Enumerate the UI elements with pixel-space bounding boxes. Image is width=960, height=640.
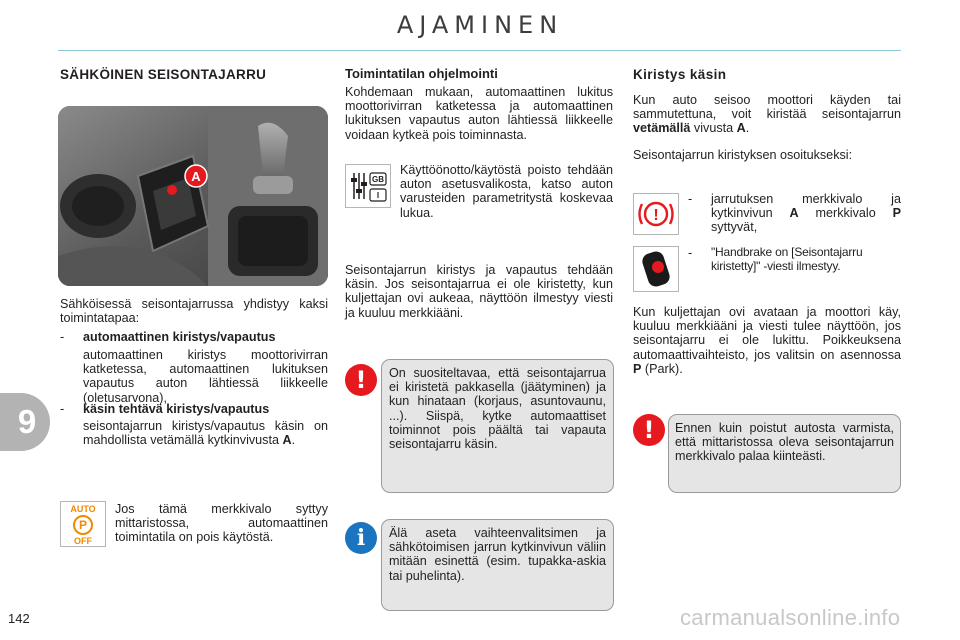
header-divider: [58, 50, 901, 51]
auto-p-off-icon: [60, 501, 106, 547]
i-icon-label: I: [376, 191, 380, 200]
console-illustration: [58, 106, 328, 286]
brake-warning-lamp-icon: [633, 193, 679, 235]
chapter-number: 9: [17, 403, 37, 440]
warning-icon-right: !: [633, 414, 665, 446]
page-number: 142: [8, 611, 30, 626]
photo-label-a: A: [191, 169, 201, 184]
settings-menu-icon: [345, 164, 391, 208]
indication-intro: Seisontajarrun kiristyksen osoitukseksi:: [633, 148, 853, 162]
auto-icon-bottom-label: OFF: [74, 536, 92, 546]
programming-title: Toimintatilan ohjelmointi: [345, 66, 498, 81]
manual-apply-title: Kiristys käsin: [633, 67, 727, 82]
indication-2-text: "Handbrake on [Seisontajarru kiristetty]" -viesti ilmestyy.: [711, 245, 863, 273]
intro-text: Sähköisessä seisontajarrussa yhdistyy kaksi toimintatapaa:: [60, 297, 328, 326]
frost-warning-text: On suositeltavaa, että seisontajarrua ei kiristetä pakkasella (jäätyminen) ja kun hinataan (korjaus, asuntovaunu, ...). Siispä, kytke automaattiset toiminnot pois päältä tai vapauta seisontajarru käsin.: [389, 366, 606, 452]
leave-car-warning-text: Ennen kuin poistut autosta varmista, että mittaristossa oleva seisontajarrun merkkivalo palaa kiinteästi.: [675, 421, 894, 464]
auto-off-note: Jos tämä merkkivalo syttyy mittaristossa, automaattinen toimintatila on pois käytöstä.: [115, 502, 328, 545]
door-open-text: Kun kuljettajan ovi avataan ja moottori käy, kuuluu merkkiääni ja viesti tulee näyttöön, jos seisontajarru ei ole lukittu. Poikkeuksena automaattivaihteisto, jos valitsin on asennossa P (Park).: [633, 305, 901, 376]
programming-text: Kohdemaan mukaan, automaattinen lukitus moottorivirran katketessa ja automaattinen lukituksen vapautus auton lähtiessä liikkeelle voidaan kytkeä pois toiminnasta.: [345, 85, 613, 142]
manual-release-text: Seisontajarrun kiristys ja vapautus tehdään käsin. Jos seisontajarrua ei ole kiristetty, kun kuljettajan ovi aukeaa, näyttöön ilmestyy viesti ja kuuluu merkkiääni.: [345, 263, 613, 320]
mode-1-title: automaattinen kiristys/vapautus: [83, 330, 276, 344]
auto-icon-p-label: P: [73, 515, 93, 535]
mode-2-body: seisontajarrun kiristys/vapautus käsin on mahdollista vetämällä kytkinvivusta A.: [83, 419, 328, 448]
mode-1-dash: -: [60, 330, 65, 344]
lever-lamp-icon: [633, 246, 679, 292]
object-info-text: Älä aseta vaihteenvalitsimen ja sähkötoimisen jarrun kytkinvivun väliin mitään esinettä (esim. tupakka-askia tai puhelinta).: [389, 526, 606, 583]
parking-brake-photo: [58, 106, 328, 286]
indication-1-text: jarrutuksen merkkivalo ja kytkinvivun A merkkivalo P syttyvät,: [711, 192, 901, 235]
manual-apply-text: Kun auto seisoo moottori käyden tai sammutettuna, voit kiristää seisontajarrun vetämällä vivusta A.: [633, 93, 901, 136]
page-header-title: AJAMINEN: [396, 11, 564, 39]
section-title: SÄHKÖINEN SEISONTAJARRU: [60, 67, 267, 82]
settings-menu-text: Käyttöönotto/käytöstä poisto tehdään auton asetusvalikosta, katso auton varusteiden parametritystä koskevaa lukua.: [400, 163, 613, 220]
watermark: carmanualsonline.info: [680, 605, 901, 630]
auto-icon-top-label: AUTO: [70, 504, 96, 514]
mode-2-dash: -: [60, 402, 65, 416]
warning-icon: !: [345, 364, 377, 396]
gb-icon-label: GB: [372, 175, 384, 184]
mode-2-title: käsin tehtävä kiristys/vapautus: [83, 402, 270, 416]
mode-1-body: automaattinen kiristys moottorivirran katketessa, automaattinen lukituksen vapautus auton lähtiessä liikkeelle (oletusarvona),: [83, 348, 328, 405]
indication-2-dash: -: [688, 246, 693, 260]
indication-1-dash: -: [688, 192, 693, 206]
info-icon: i: [345, 522, 377, 554]
brake-icon-symbol: !: [653, 207, 659, 224]
